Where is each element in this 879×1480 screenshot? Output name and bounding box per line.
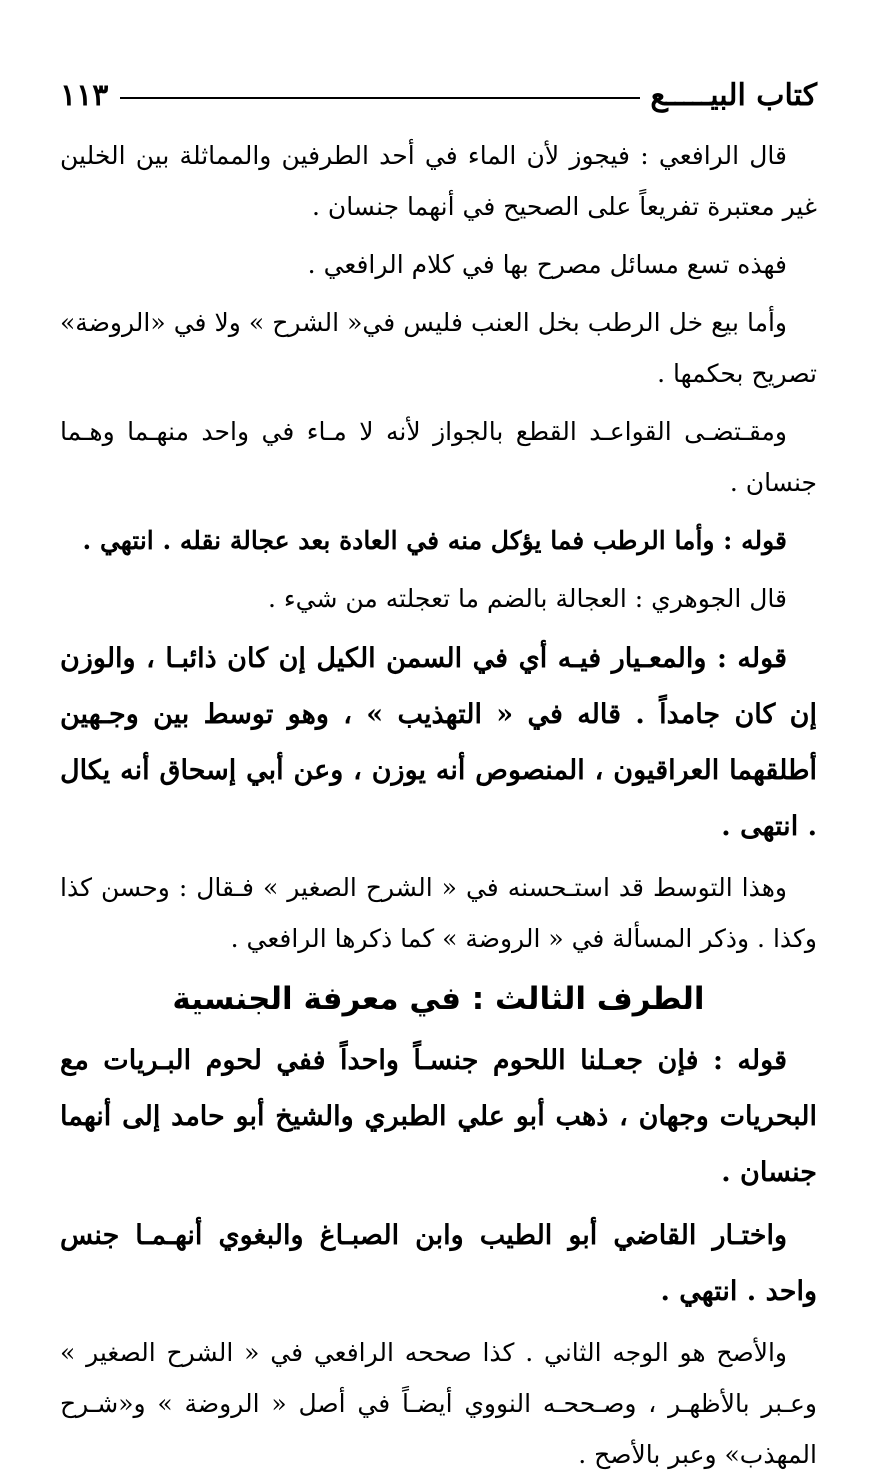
page-number: ١١٣ — [60, 77, 109, 113]
running-header — [60, 70, 817, 120]
section-heading: الطرف الثالث : في معرفة الجنسية — [172, 981, 705, 1017]
paragraph: قال الرافعي : فيجوز لأن الماء في أحد الطرفين والمماثلة بين الخلين غير معتبرة تفريعاً على الصحيح في أنهما جنسان . — [60, 141, 817, 221]
paragraph: ومقـتضـى القواعـد القطع بالجواز لأنه لا مـاء في واحد منهـما وهـما جنسان . — [60, 417, 817, 497]
paragraph: قال الجوهري : العجالة بالضم ما تعجلته من شيء . — [267, 584, 787, 613]
quoted-paragraph: واختـار القاضي أبو الطيب وابن الصبـاغ والبغوي أنهـمـا جنس واحد . انتهي . — [60, 1220, 817, 1307]
paragraph: فهذه تسع مسائل مصرح بها في كلام الرافعي . — [307, 250, 787, 279]
quoted-paragraph: قوله : وأما الرطب فما يؤكل منه في العادة بعد عجالة نقله . انتهي . — [82, 526, 787, 555]
quoted-paragraph: قوله : والمعـيار فيـه أي في السمن الكيل إن كان ذائبـا ، والوزن إن كان جامداً . قاله في « التهذيب » ، وهو توسط بين وجـهين أطلقهما العراقيون ، المنصوص أنه يوزن ، وعن أبي إسحاق أنه يكال . انتهى . — [60, 643, 817, 842]
page-body — [60, 130, 817, 1480]
header-rule — [120, 97, 640, 99]
paragraph: وأما بيع خل الرطب بخل العنب فليس في« الشرح » ولا في «الروضة» تصريح بحكمها . — [60, 308, 817, 388]
quoted-paragraph: قوله : فإن جعـلنا اللحوم جنسـاً واحداً ففي لحوم البـريات مع البحريات وجهان ، ذهب أبو علي الطبري والشيخ أبو حامد إلى أنهما جنسان . — [60, 1045, 817, 1188]
paragraph: وهذا التوسط قد استـحسنه في « الشرح الصغير » فـقال : وحسن كذا وكذا . وذكر المسألة في « الروضة » كما ذكرها الرافعي . — [60, 873, 817, 953]
paragraph: والأصح هو الوجه الثاني . كذا صححه الرافعي في « الشرح الصغير » وعـبر بالأظهـر ، وصـححـه النووي أيضـاً في أصل « الروضة » و«شـرح المهذب» وعبر بالأصح . — [60, 1338, 817, 1469]
book-title: كتاب البيـــــع — [650, 77, 817, 113]
